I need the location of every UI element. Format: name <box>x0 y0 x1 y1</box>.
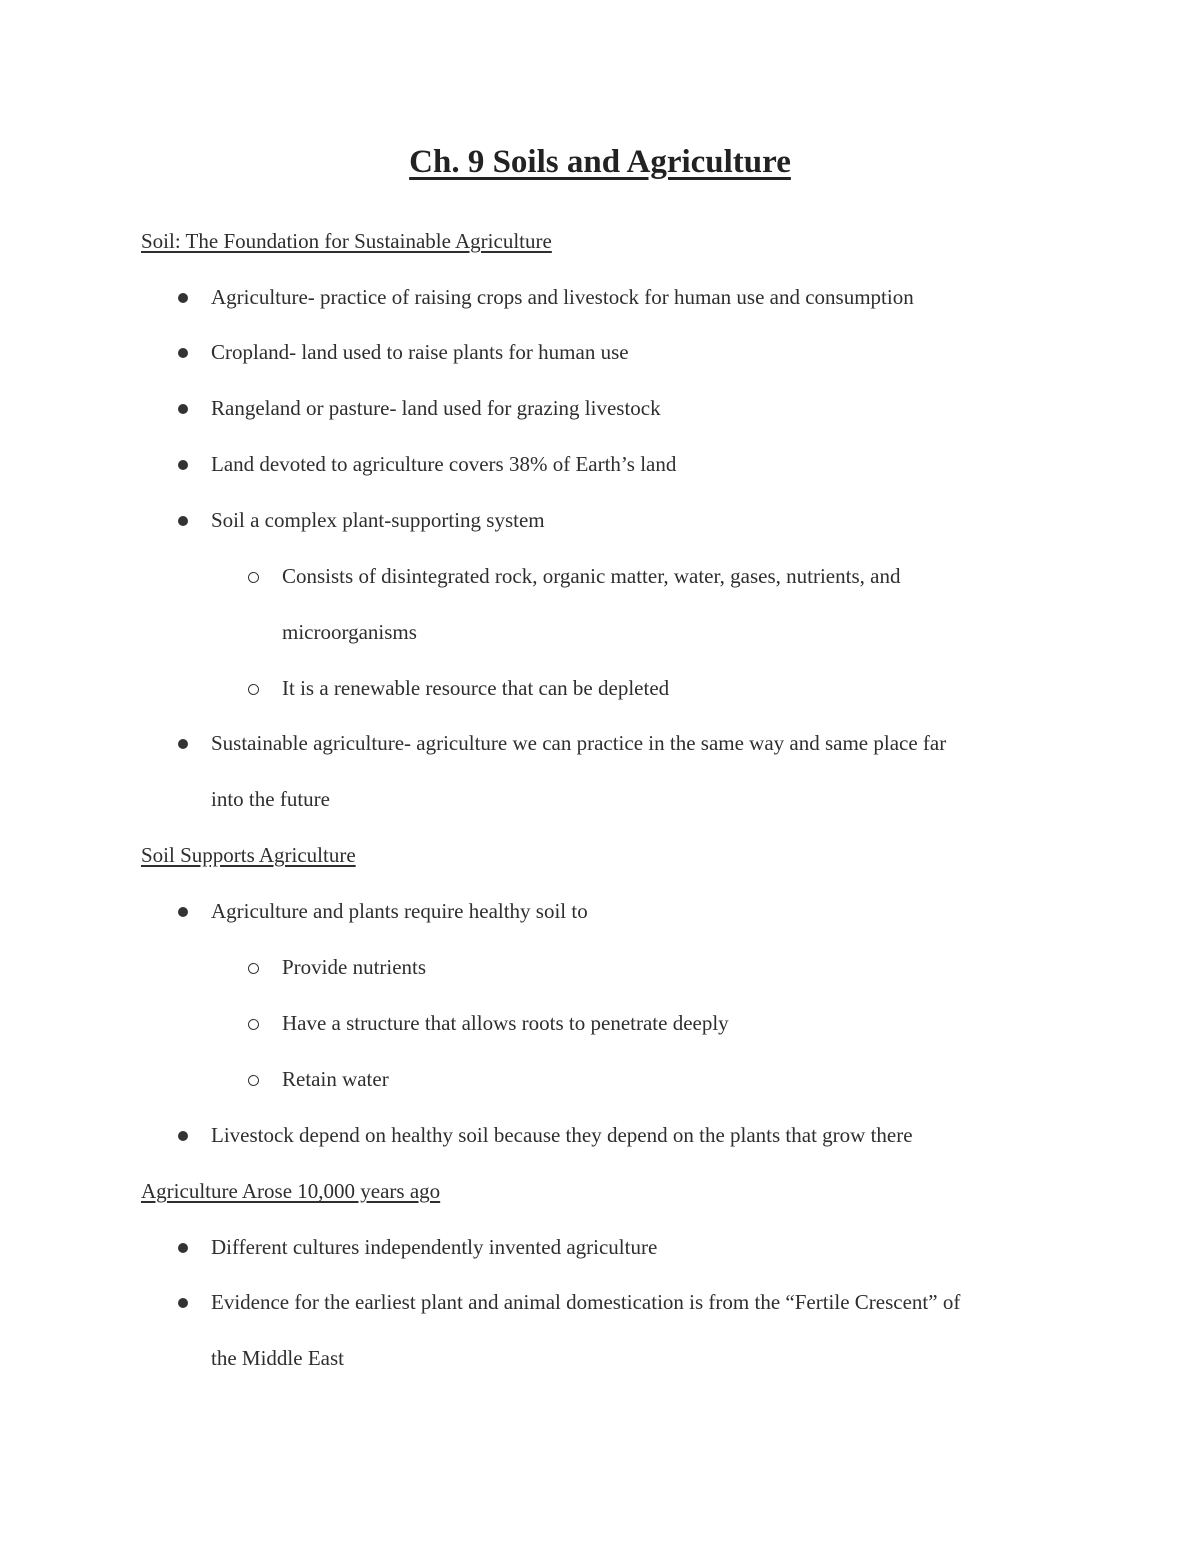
list-item: Cropland- land used to raise plants for human use <box>211 340 629 364</box>
bullet-circle-icon <box>248 1075 259 1086</box>
list-item: Different cultures independently invented agriculture <box>211 1235 658 1259</box>
list-item-continuation: into the future <box>211 787 330 811</box>
list-item: Soil a complex plant-supporting system <box>211 508 545 532</box>
bullet-dot-icon <box>178 1131 188 1141</box>
list-item: Agriculture and plants require healthy soil to <box>211 899 588 923</box>
bullet-dot-icon <box>178 460 188 470</box>
list-item: It is a renewable resource that can be depleted <box>282 676 670 700</box>
bullet-circle-icon <box>248 1019 259 1030</box>
list-item: Retain water <box>282 1067 389 1091</box>
list-item: Evidence for the earliest plant and animal domestication is from the “Fertile Crescent” of <box>211 1290 961 1314</box>
list-item: Agriculture- practice of raising crops and livestock for human use and consumption <box>211 285 914 309</box>
list-item: Livestock depend on healthy soil because they depend on the plants that grow there <box>211 1123 913 1147</box>
bullet-dot-icon <box>178 404 188 414</box>
section-heading: Agriculture Arose 10,000 years ago <box>141 1179 441 1203</box>
list-item: Consists of disintegrated rock, organic matter, water, gases, nutrients, and <box>282 564 901 588</box>
list-item: Land devoted to agriculture covers 38% of Earth’s land <box>211 452 677 476</box>
list-item-continuation: the Middle East <box>211 1346 344 1370</box>
section-heading: Soil Supports Agriculture <box>141 843 356 867</box>
bullet-dot-icon <box>178 516 188 526</box>
section-heading: Soil: The Foundation for Sustainable Agriculture <box>141 229 552 253</box>
bullet-dot-icon <box>178 907 188 917</box>
list-item: Have a structure that allows roots to penetrate deeply <box>282 1011 729 1035</box>
list-item-continuation: microorganisms <box>282 620 417 644</box>
bullet-circle-icon <box>248 572 259 583</box>
list-item: Rangeland or pasture- land used for grazing livestock <box>211 396 661 420</box>
bullet-dot-icon <box>178 739 188 749</box>
bullet-circle-icon <box>248 684 259 695</box>
bullet-dot-icon <box>178 348 188 358</box>
bullet-dot-icon <box>178 1243 188 1253</box>
bullet-circle-icon <box>248 963 259 974</box>
bullet-dot-icon <box>178 1298 188 1308</box>
list-item: Sustainable agriculture- agriculture we can practice in the same way and same place far <box>211 731 947 755</box>
list-item: Provide nutrients <box>282 955 427 979</box>
page-title: Ch. 9 Soils and Agriculture <box>409 144 791 180</box>
bullet-dot-icon <box>178 293 188 303</box>
